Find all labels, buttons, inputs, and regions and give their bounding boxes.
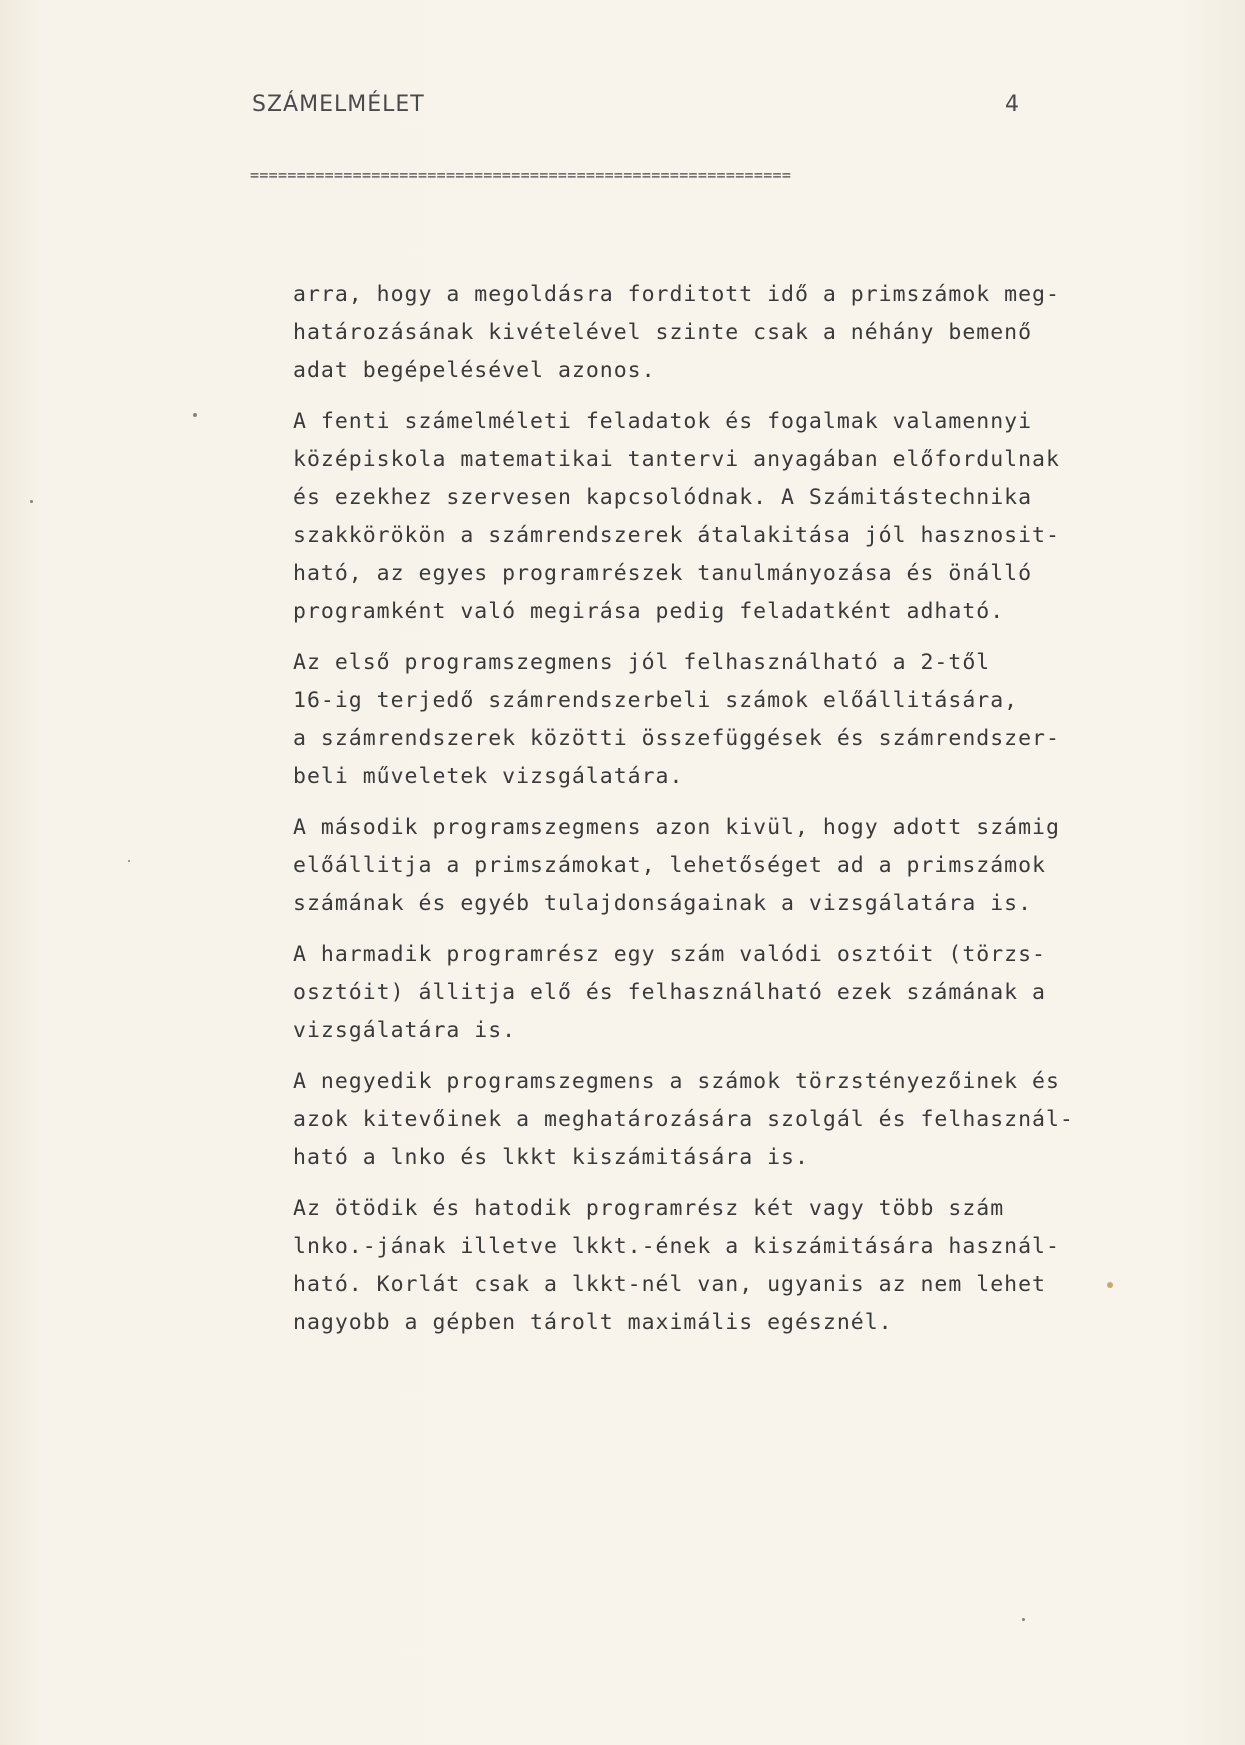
text-line: beli műveletek vizsgálatára. (293, 764, 684, 789)
text-line: A fenti számelméleti feladatok és fogalmak valamennyi (293, 409, 1033, 434)
text-line: előállitja a primszámokat, lehetőséget ad a primszámok (293, 853, 1046, 878)
page-number: 4 (1005, 92, 1019, 117)
paragraph-7 (293, 1190, 1153, 1342)
paper-speck (30, 500, 33, 503)
paper-speck (1022, 1618, 1025, 1621)
text-line: A negyedik programszegmens a számok törzstényezőinek és (293, 1069, 1060, 1094)
header-rule: ========================================================== (250, 166, 792, 184)
text-line: 16-ig terjedő számrendszerbeli számok előállitására, (293, 688, 1019, 713)
text-line: ható, az egyes programrészek tanulmányozása és önálló (293, 561, 1033, 586)
text-line: és ezekhez szervesen kapcsolódnak. A Számitástechnika (293, 485, 1033, 510)
text-line: Az ötödik és hatodik programrész két vagy több szám (293, 1196, 1005, 1221)
text-line: A harmadik programrész egy szám valódi osztóit (törzs- (293, 942, 1046, 967)
paragraph-4 (293, 809, 1153, 923)
body-text (293, 276, 1153, 1355)
text-line: adat begépelésével azonos. (293, 358, 656, 383)
text-line: ható a lnko és lkkt kiszámitására is. (293, 1145, 809, 1170)
text-line: határozásának kivételével szinte csak a néhány bemenő (293, 320, 1033, 345)
text-line: a számrendszerek közötti összefüggések és számrendszer- (293, 726, 1060, 751)
paragraph-6 (293, 1063, 1153, 1177)
paragraph-1 (293, 276, 1153, 390)
paper-speck (128, 860, 130, 862)
text-line: ható. Korlát csak a lkkt-nél van, ugyanis az nem lehet (293, 1272, 1046, 1297)
text-line: nagyobb a gépben tárolt maximális egésznél. (293, 1310, 893, 1335)
paper-speck (1107, 1282, 1113, 1288)
text-line: azok kitevőinek a meghatározására szolgál és felhasznál- (293, 1107, 1074, 1132)
text-line: lnko.-jának illetve lkkt.-ének a kiszámitására használ- (293, 1234, 1060, 1259)
text-line: középiskola matematikai tantervi anyagában előfordulnak (293, 447, 1060, 472)
paragraph-2 (293, 403, 1153, 631)
text-line: vizsgálatára is. (293, 1018, 517, 1043)
text-line: programként való megirása pedig feladatként adható. (293, 599, 1005, 624)
text-line: A második programszegmens azon kivül, hogy adott számig (293, 815, 1060, 840)
paper-speck (193, 413, 197, 417)
paragraph-3 (293, 644, 1153, 796)
text-line: szakkörökön a számrendszerek átalakitása jól hasznosit- (293, 523, 1060, 548)
paragraph-5 (293, 936, 1153, 1050)
text-line: számának és egyéb tulajdonságainak a vizsgálatára is. (293, 891, 1033, 916)
text-line: osztóit) állitja elő és felhasználható ezek számának a (293, 980, 1046, 1005)
running-title: SZÁMELMÉLET (252, 92, 425, 117)
text-line: arra, hogy a megoldásra forditott idő a primszámok meg- (293, 282, 1060, 307)
text-line: Az első programszegmens jól felhasználható a 2-től (293, 650, 991, 675)
